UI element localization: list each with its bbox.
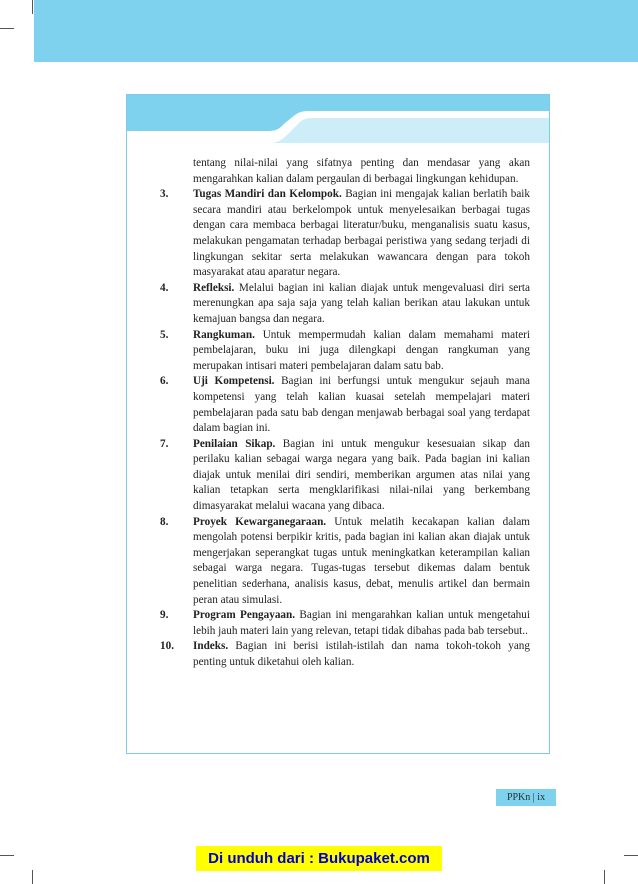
item-number: 10. <box>160 640 174 653</box>
download-source-label: Di unduh dari : Bukupaket.com <box>196 846 442 871</box>
item-body <box>193 374 530 436</box>
item-body <box>193 281 530 328</box>
item-text: Bagian ini berfungsi untuk mengukur sejauh mana kompetensi yang telah kalian kuasai setelah mempelajari materi pembelajaran pada satu bab dengan menjawab berbagai soal yang terdapat dalam bagian ini. <box>193 375 531 435</box>
item-body <box>193 515 530 609</box>
list-item <box>160 374 530 436</box>
item-number: 5. <box>160 328 169 341</box>
item-title: Penilaian Sikap. <box>193 437 276 450</box>
feature-list <box>160 187 530 670</box>
item-text: Untuk mempermudah kalian dalam memahami materi pembelajaran, buku ini juga dilengkapi dengan rangkuman yang merupakan intisari materi pembelajaran dalam satu bab. <box>193 328 530 372</box>
item-number: 3. <box>160 188 169 201</box>
list-item <box>160 639 530 670</box>
item-number: 4. <box>160 281 169 294</box>
item-title: Refleksi. <box>193 281 235 294</box>
frame-header-decoration <box>127 95 549 143</box>
list-item <box>160 187 530 281</box>
list-item <box>160 328 530 375</box>
item-text: Bagian ini mengarahkan kalian untuk mengetahui lebih jauh materi lain yang relevan, tetapi tidak dibahas pada bab tersebut.. <box>193 609 530 637</box>
intro-paragraph: tentang nilai-nilai yang sifatnya penting dan mendasar yang akan mengarahkan kalian dalam pergaulan di berbagai lingkungan kehidupan. <box>193 157 530 185</box>
item-text: Melalui bagian ini kalian diajak untuk mengevaluasi diri serta merenungkan apa saja saja yang telah kalian berikan atau lakukan untuk kemajuan bangsa dan negara. <box>193 281 530 325</box>
item-title: Rangkuman. <box>193 328 255 341</box>
crop-mark <box>624 855 638 856</box>
item-title: Tugas Mandiri dan Kelompok. <box>193 188 342 201</box>
item-number: 8. <box>160 515 169 528</box>
item-title: Uji Kompetensi. <box>193 375 275 388</box>
crop-mark <box>0 28 14 29</box>
item-title: Proyek Kewarganegaraan. <box>193 515 327 528</box>
item-body <box>193 437 530 515</box>
item-body <box>193 639 530 670</box>
item-body <box>193 608 530 639</box>
item-number: 7. <box>160 437 169 450</box>
list-item <box>160 608 530 639</box>
page-number-badge: PPKn | ix <box>496 789 556 806</box>
item-text: Untuk melatih kecakapan kalian dalam mengolah potensi berpikir kritis, pada bagian ini kalian akan diajak untuk mengerjakan seperangkat tugas untuk meningkatkan keterampilan kalian sebagai warga negara. Tugas-tugas tersebut dikemas dalam bentuk penelitian sederhana, analisis kasus, debat, menulis artikel dan bermain peran atau simulasi. <box>193 515 530 606</box>
header-band <box>34 0 638 62</box>
item-title: Indeks. <box>193 640 229 653</box>
item-body <box>193 187 530 281</box>
crop-mark <box>32 0 33 14</box>
item-text: Bagian ini mengajak kalian berlatih baik secara mandiri atau berkelompok untuk menyelesaikan berbagai tugas dengan cara membaca berbagai literatur/buku, menganalisis suatu kasus, melakukan pengamatan terhadap berbagai peristiwa yang sedang terjadi di lingkungan sekitar serta melakukan wawancara dengan para tokoh masyarakat atau aparatur negara. <box>193 188 530 279</box>
list-item <box>160 437 530 515</box>
item-text: Bagian ini berisi istilah-istilah dan nama tokoh-tokoh yang penting untuk diketahui oleh kalian. <box>193 640 530 668</box>
list-item <box>160 281 530 328</box>
item-number: 9. <box>160 609 169 622</box>
item-body <box>193 328 530 375</box>
crop-mark <box>0 855 14 856</box>
body-text <box>160 156 530 671</box>
crop-mark <box>32 870 33 884</box>
item-text: Bagian ini untuk mengukur kesesuaian sikap dan perilaku kalian sebagai warga negara yang baik. Pada bagian ini kalian diajak untuk menilai diri sendiri, memberikan argumen atas nilai yang kalian tetapkan serta mengklarifikasi nilai-nilai yang berkembang dimasyarakat melalui wacana yang dibaca. <box>193 437 530 513</box>
list-item <box>160 515 530 609</box>
item-number: 6. <box>160 375 169 388</box>
item-title: Program Pengayaan. <box>193 609 296 622</box>
crop-mark <box>604 870 605 884</box>
